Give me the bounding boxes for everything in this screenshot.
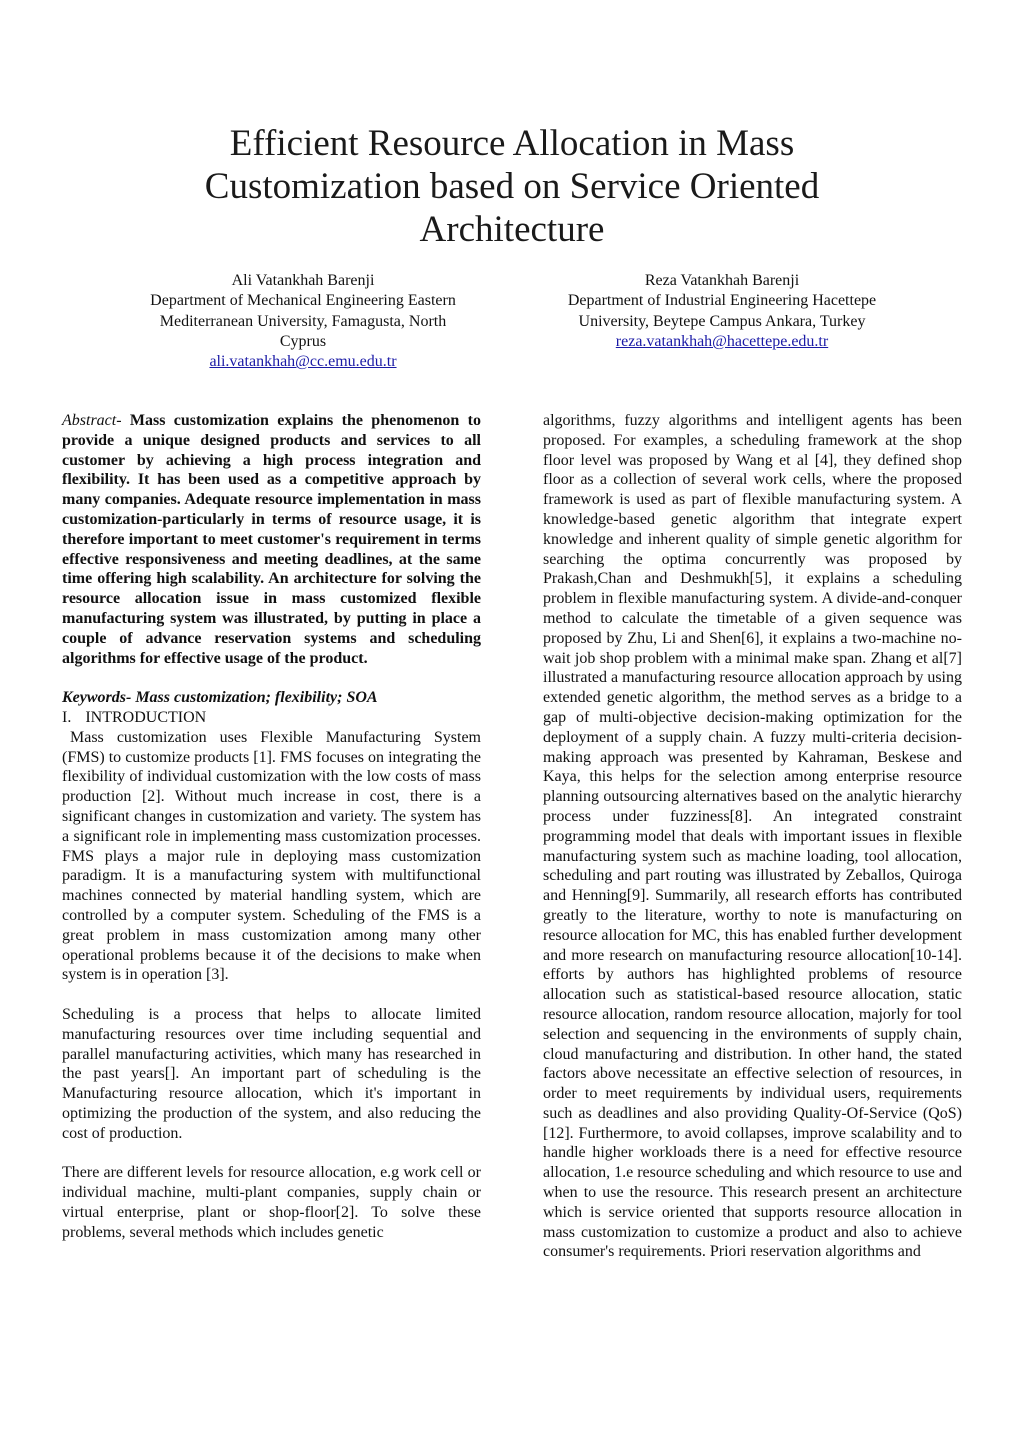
body-paragraph: algorithms, fuzzy algorithms and intelligent agents has been proposed. For examples, a scheduling framework at the shop floor level was proposed by Wang et al [4], they defined shop floor as a collection of several work cells, where the proposed framework is used as part of flexible manufacturing system. A knowledge-based genetic algorithm that integrate expert knowledge and inherent quality of simple genetic algorithm for searching the optima concurrently was proposed by Prakash,Chan and Deshmukh[5], it explains a scheduling problem in flexible manufacturing system. A divide-and-conquer method to calculate the timetable of a given sequence was proposed by Zhu, Li and Shen[6], it explains a two-machine no-wait job shop problem with a minimal make span. Zhang et al[7] illustrated a manufacturing resource allocation approach by using extended genetic algorithm, the method serves as a bridge to a gap of multi-objective decision-making optimization for the deployment of a supply chain. A fuzzy multi-criteria decision-making approach was presented by Kahraman, Beskese and Kaya, this helps for the selection among enterprise resource planning outsourcing alternatives based on the analytic hierarchy process under fuzziness[8]. An integrated constraint programming model that deals with important issues in flexible manufacturing system such as machine loading, tool allocation, scheduling and part routing was illustrated by Zeballos, Quiroga and Henning[9]. Summarily, all research efforts has contributed greatly to the literature, worthy to note is manufacturing on resource allocation for MC, this has enabled further development and more research on manufacturing resource allocation[10-14]. efforts by authors has highlighted problems of resource allocation such as statistical-based resource allocation, static resource allocation, random resource allocation, majorly for tool selection and sequencing in the environments of supply chain, cloud manufacturing and distribution. In other hand, the stated factors above necessitate an effective selection of resources, in order to meet requirements by individual users, requirements such as deadlines and also providing Quality-Of-Service (QoS)[12]. Furthermore, to avoid collapses, improve scalability and to handle higher workloads there is a need for effective resource allocation, 1.e resource scheduling and which resource to use and when to use the resource. This research present an architecture which is service oriented that supports resource allocation in mass customization to customize a product and also to achieve consumer's requirements. Priori reservation algorithms and — [543, 412, 962, 1261]
paper-title — [0, 122, 1024, 251]
abstract — [62, 411, 481, 668]
title-line: Efficient Resource Allocation in Mass — [229, 123, 795, 164]
author-email-link[interactable]: reza.vatankhah@hacettepe.edu.tr — [615, 332, 829, 350]
author-name: Ali Vatankhah Barenji — [231, 272, 375, 289]
abstract-label: Abstract- — [62, 412, 122, 429]
author-name: Reza Vatankhah Barenji — [644, 272, 800, 289]
title-line: Customization based on Service Oriented — [204, 166, 820, 207]
right-column — [543, 411, 962, 1262]
body-paragraph: Mass customization uses Flexible Manufacturing System (FMS) to customize products [1]. FMS focuses on integrating the flexibility of individual customization with the low costs of mass production [2]. Without much increase in cost, there is a significant changes in customization and variety. The system has a significant role in implementing mass customization processes. FMS plays a major rule in deploying mass customization paradigm. It is a manufacturing system with multifunctional machines connected by material handling system, which are controlled by a computer system. Scheduling of the FMS is a great problem in mass customization among many other operational problems because it of the decisions to make when system is in operation [3]. — [62, 728, 481, 984]
title-line: Architecture — [419, 209, 605, 250]
abstract-text: Mass customization explains the phenomenon to provide a unique designed products and services to all customer by achieving a high process integration and flexibility. It has been used as a competitive approach by many companies. Adequate resource implementation in mass customization-particularly in terms of resource usage, it is therefore important to meet customer's requirement in terms effective responsiveness and meeting deadlines, at the same time offering high scalability. An architecture for solving the resource allocation issue in mass customized flexible manufacturing system was illustrated, by putting in place a couple of advance reservation systems and scheduling algorithms for effective usage of the product. — [62, 412, 482, 667]
section-title: INTRODUCTION — [85, 708, 207, 726]
keywords: Keywords- Mass customization; flexibility; SOA — [62, 689, 378, 707]
author-affiliation-line: Department of Industrial Engineering Hacettepe — [567, 292, 877, 310]
author-affiliation-line: Department of Mechanical Engineering Eastern — [150, 292, 456, 310]
author-email-link[interactable]: ali.vatankhah@cc.emu.edu.tr — [209, 353, 397, 371]
author-block-2 — [545, 271, 899, 352]
body-paragraph: Scheduling is a process that helps to allocate limited manufacturing resources over time including sequential and parallel manufacturing activities, which many has researched in the past years[]. An important part of scheduling is the Manufacturing resource allocation, which it's important in optimizing the production of the system, and also reducing the cost of production. — [62, 1005, 481, 1142]
author-affiliation-line: Cyprus — [279, 332, 327, 350]
section-heading — [62, 708, 481, 728]
section-number: I. — [62, 708, 72, 726]
body-paragraph: There are different levels for resource allocation, e.g work cell or individual machine, multi-plant companies, supply chain or virtual enterprise, plant or shop-floor[2]. To solve these problems, several methods which includes genetic — [62, 1164, 481, 1241]
author-affiliation-line: University, Beytepe Campus Ankara, Turkey — [578, 312, 866, 330]
left-column — [62, 411, 481, 1242]
author-affiliation-line: Mediterranean University, Famagusta, North — [159, 312, 447, 330]
author-block-1 — [128, 271, 478, 372]
